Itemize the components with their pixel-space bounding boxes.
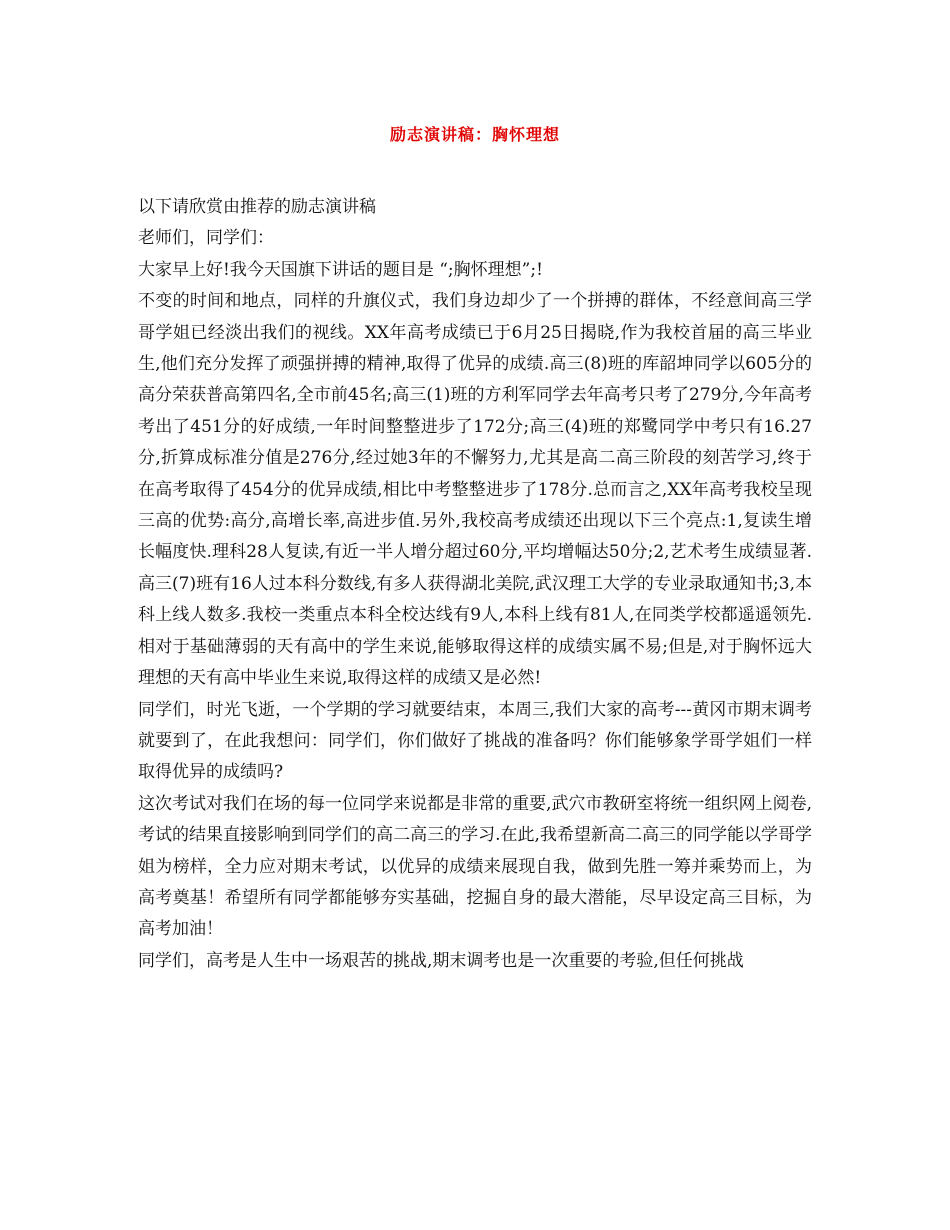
paragraph-results: 不变的时间和地点，同样的升旗仪式，我们身边却少了一个拼搏的群体，不经意间高三学哥学姐已经淡出我们的视线。XX年高考成绩已于6月25日揭晓,作为我校首届的高三毕业生,他们充分发挥了顽强拼搏的精神,取得了优异的成绩.高三(8)班的库韶坤同学以605分的高分荣获普高第四名,全市前45名;高三(1)班的方利军同学去年高考只考了279分,今年高考考出了451分的好成绩,一年时间整整进步了172分;高三(4)班的郑鹭同学中考只有16.27分,折算成标准分值是276分,经过她3年的不懈努力,尤其是高二高三阶段的刻苦学习,终于在高考取得了454分的优异成绩,相比中考整整进步了178分.总而言之,XX年高考我校呈现三高的优势:高分,高增长率,高进步值.另外,我校高考成绩还出现以下三个亮点:1,复读生增长幅度快.理科28人复读,有近一半人增分超过60分,平均增幅达50分;2,艺术考生成绩显著.高三(7)班有16人过本科分数线,有多人获得湖北美院,武汉理工大学的专业录取通知书;3,本科上线人数多.我校一类重点本科全校达线有9人,本科上线有81人,在同类学校都遥遥领先.相对于基础薄弱的天有高中的学生来说,能够取得这样的成绩实属不易;但是,对于胸怀远大理想的天有高中毕业生来说,取得这样的成绩又是必然! (138, 291, 812, 689)
paragraph-challenge: 同学们，高考是人生中一场艰苦的挑战,期末调考也是一次重要的考验,但任何挑战 (138, 950, 744, 971)
document-title: 励志演讲稿：胸怀理想 (389, 125, 560, 144)
paragraph-greeting: 老师们，同学们： (138, 228, 274, 249)
paragraph-exam-question: 同学们，时光飞逝，一个学期的学习就要结束，本周三,我们大家的高考---黄冈市期末调考就要到了，在此我想问：同学们，你们做好了挑战的准备吗？你们能够象学哥学姐们一样取得优异的成绩吗? (138, 699, 812, 783)
paragraph-exam-importance: 这次考试对我们在场的每一位同学来说都是非常的重要,武穴市教研室将统一组织网上阅卷,考试的结果直接影响到同学们的高二高三的学习.在此,我希望新高二高三的同学能以学哥学姐为榜样，全力应对期末考试，以优异的成绩来展现自我，做到先胜一筹并乘势而上，为高考奠基！希望所有同学都能够夯实基础，挖掘自身的最大潜能，尽早设定高三目标，为高考加油！ (138, 793, 812, 940)
document-body (138, 192, 812, 977)
paragraph-opening: 大家早上好!我今天国旗下讲话的题目是 “;胸怀理想”;! (138, 259, 543, 280)
paragraph-intro: 以下请欣赏由推荐的励志演讲稿 (138, 197, 376, 217)
